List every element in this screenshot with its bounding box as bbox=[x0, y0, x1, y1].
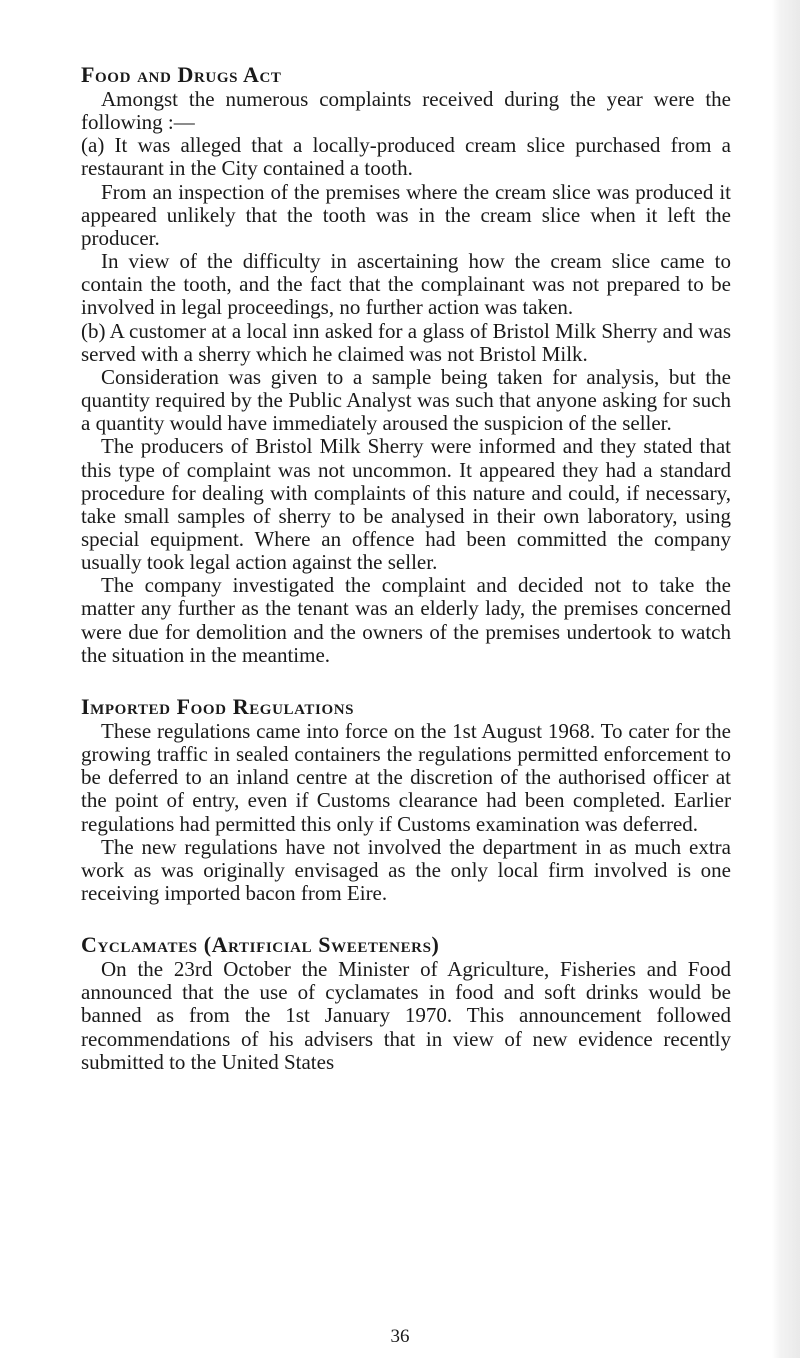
paragraph: (a) It was alleged that a locally-produced cream slice purchased from a restaurant in the City contained a tooth. bbox=[81, 133, 731, 181]
paragraph: On the 23rd October the Minister of Agriculture, Fisheries and Food announced that the use of cyclamates in food and soft drinks would be banned as from the 1st January 1970. This announcement followed recommendations of his advisers that in view of new evidence recently submitted to the United States bbox=[81, 957, 731, 1074]
section-spacer bbox=[81, 905, 731, 932]
section-cyclamates bbox=[81, 932, 731, 1074]
paragraph: In view of the difficulty in ascertaining how the cream slice came to contain the tooth, and the fact that the complainant was not prepared to be involved in legal proceedings, no further action was taken. bbox=[81, 249, 731, 320]
paragraph: From an inspection of the premises where the cream slice was produced it appeared unlikely that the tooth was in the cream slice when it left the producer. bbox=[81, 179, 731, 250]
section-heading: Cyclamates (Artificial Sweeteners) bbox=[81, 932, 440, 958]
paragraph: The new regulations have not involved the department in as much extra work as was originally envisaged as the only local firm involved is one receiving imported bacon from Eire. bbox=[81, 834, 731, 905]
document-page bbox=[81, 62, 731, 1074]
section-food-and-drugs-act bbox=[81, 62, 731, 667]
section-spacer bbox=[81, 667, 731, 694]
paragraph: Amongst the numerous complaints received during the year were the following :— bbox=[81, 87, 731, 135]
paragraph: The producers of Bristol Milk Sherry were informed and they stated that this type of complaint was not uncommon. It appeared they had a standard procedure for dealing with complaints of this nature and could, if necessary, take small samples of sherry to be analysed in their own laboratory, using special equipment. Where an offence had been committed the company usually took legal action against the seller. bbox=[81, 434, 731, 575]
page-edge-shadow bbox=[772, 0, 800, 1358]
paragraph: (b) A customer at a local inn asked for a glass of Bristol Milk Sherry and was served with a sherry which he claimed was not Bristol Milk. bbox=[81, 318, 731, 366]
paragraph: Consideration was given to a sample being taken for analysis, but the quantity required by the Public Analyst was such that anyone asking for such a quantity would have immediately aroused the suspicion of the seller. bbox=[81, 364, 731, 436]
section-imported-food-regulations bbox=[81, 694, 731, 905]
section-heading: Food and Drugs Act bbox=[81, 62, 282, 87]
paragraph: These regulations came into force on the 1st August 1968. To cater for the growing traffic in sealed containers the regulations permitted enforcement to be deferred to an inland centre at the discretion of the authorised officer at the point of entry, even if Customs clearance had been completed. Earlier regulations had permitted this only if Customs examination was deferred. bbox=[81, 718, 731, 836]
section-heading: Imported Food Regulations bbox=[81, 693, 355, 719]
page-number: 36 bbox=[390, 1326, 410, 1347]
paragraph: The company investigated the complaint and decided not to take the matter any further as the tenant was an elderly lady, the premises concerned were due for demolition and the owners of the premises undertook to watch the situation in the meantime. bbox=[81, 573, 731, 667]
